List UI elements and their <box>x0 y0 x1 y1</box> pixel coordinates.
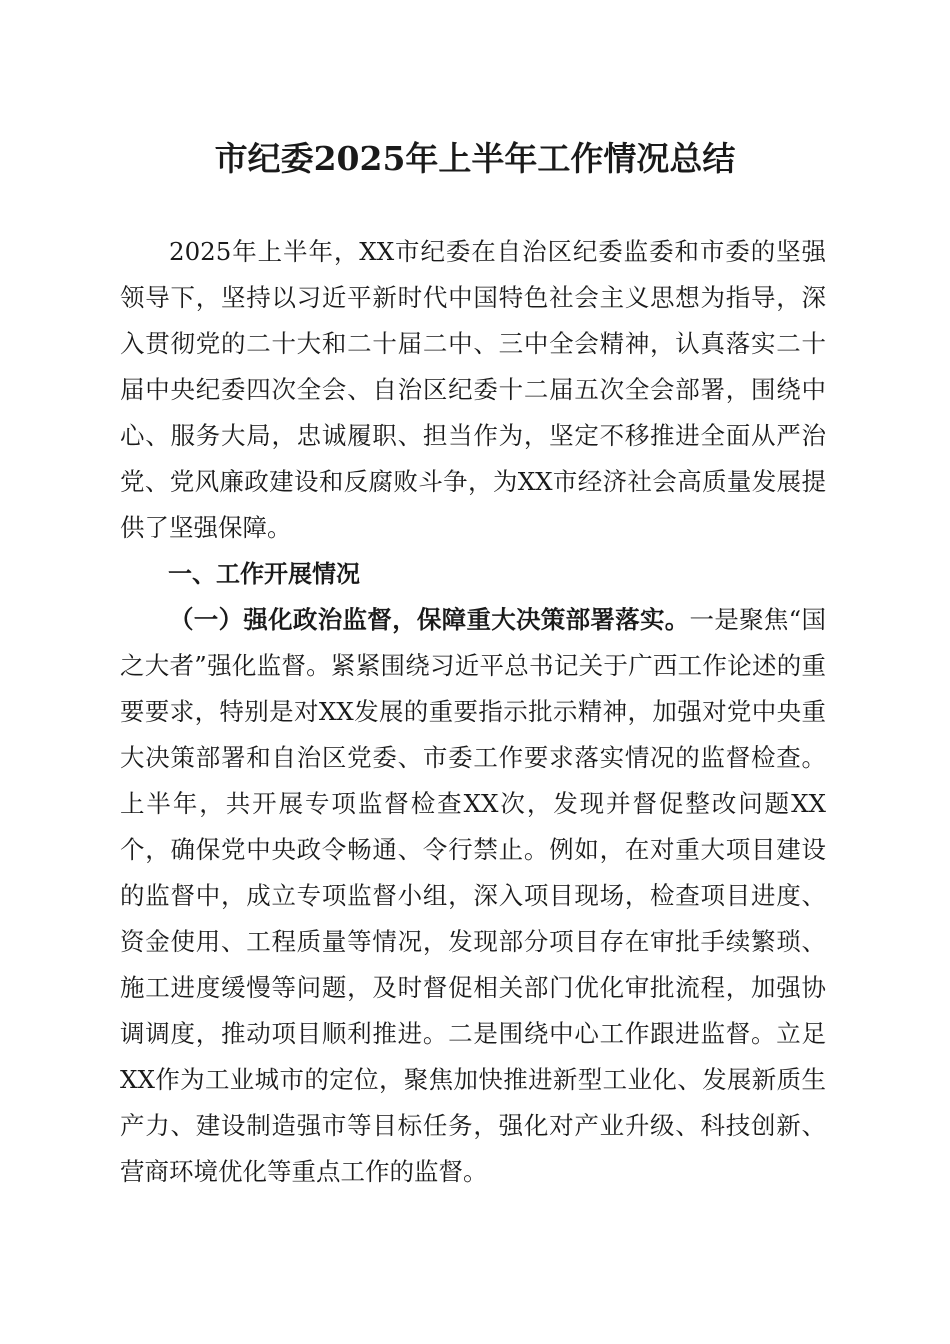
document-body <box>120 229 826 1195</box>
intro-paragraph: 2025年上半年，XX市纪委在自治区纪委监委和市委的坚强领导下，坚持以习近平新时代中国特色社会主义思想为指导，深入贯彻党的二十大和二十届二中、三中全会精神，认真落实二十届中央纪委四次全会、自治区纪委十二届五次全会部署，围绕中心、服务大局，忠诚履职、担当作为，坚定不移推进全面从严治党、党风廉政建设和反腐败斗争，为XX市经济社会高质量发展提供了坚强保障。 <box>120 237 826 542</box>
subsection-heading: （一）强化政治监督，保障重大决策部署落实。 <box>169 605 690 634</box>
subsection-body: 一是聚焦“国之大者”强化监督。紧紧围绕习近平总书记关于广西工作论述的重要要求，特别是对XX发展的重要指示批示精神，加强对党中央重大决策部署和自治区党委、市委工作要求落实情况的监督检查。上半年，共开展专项监督检查XX次，发现并督促整改问题XX个，确保党中央政令畅通、令行禁止。例如，在对重大项目建设的监督中，成立专项监督小组，深入项目现场，检查项目进度、资金使用、工程质量等情况，发现部分项目存在审批手续繁琐、施工进度缓慢等问题，及时督促相关部门优化审批流程，加强协调调度，推动项目顺利推进。二是围绕中心工作跟进监督。立足XX作为工业城市的定位，聚焦加快推进新型工业化、发展新质生产力、建设制造强市等目标任务，强化对产业升级、科技创新、营商环境优化等重点工作的监督。 <box>120 605 826 1186</box>
subsection-paragraph <box>120 597 826 1195</box>
document-title: 市纪委2025年上半年工作情况总结 <box>214 139 736 178</box>
section-heading: 一、工作开展情况 <box>168 560 360 588</box>
